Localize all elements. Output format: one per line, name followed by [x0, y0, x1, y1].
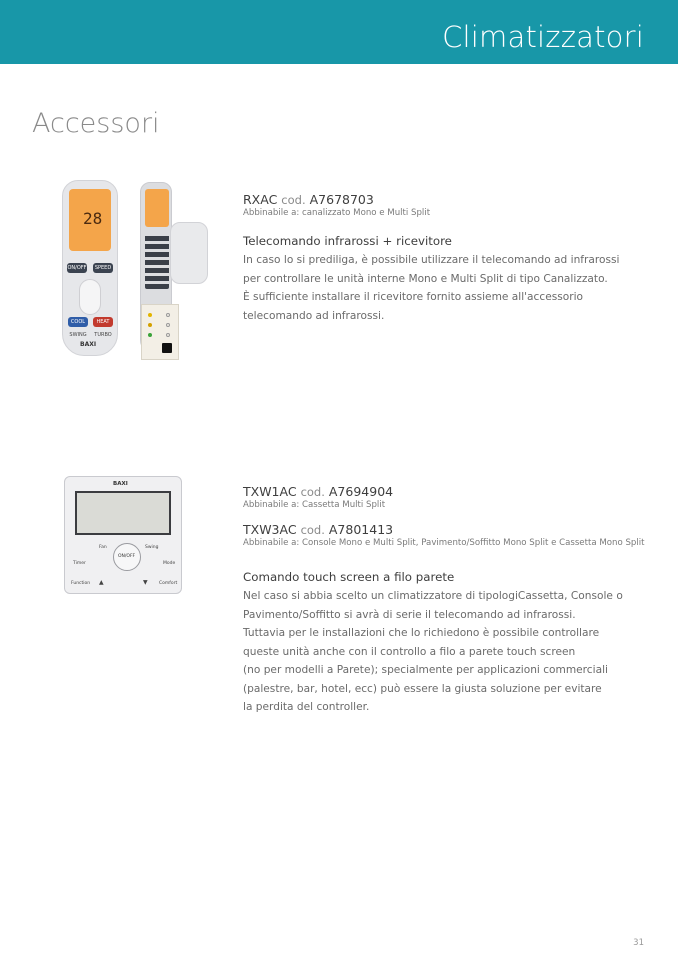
product-code: A7801413 [328, 522, 394, 537]
wall-onoff-label: ON/OFF [118, 554, 136, 559]
wall-controller-screen [75, 491, 171, 535]
description-line: Tuttavia per le installazioni che lo richiedono è possibile controllare [243, 627, 600, 639]
page-number: 31 [633, 938, 644, 948]
product-rxac [243, 192, 653, 325]
description-line: In caso lo si prediliga, è possibile utilizzare il telecomando ad infrarossi [243, 254, 620, 266]
product-model: TXW3AC [243, 522, 297, 537]
wall-down-arrow-icon: ▼ [143, 579, 148, 586]
receiver-led-icon [166, 333, 170, 337]
product-code-line [243, 522, 653, 538]
wall-swing-button: Swing [145, 545, 159, 550]
description-line: È sufficiente installare il ricevitore fornito assieme all'accessorio [243, 291, 584, 303]
description-line: telecomando ad infrarossi. [243, 309, 385, 322]
header-banner [0, 0, 678, 64]
product-code-line [243, 192, 653, 208]
product-cod-label: cod. [300, 523, 325, 537]
receiver-led-icon [166, 323, 170, 327]
product-code-line [243, 484, 653, 500]
product-txwac [243, 484, 653, 717]
header-title: Climatizzatori [442, 20, 644, 54]
product-code: A7678703 [309, 192, 374, 207]
remote-swing-button: SWING [69, 332, 87, 338]
description-line: Pavimento/Soffitto si avrà di serie il telecomando ad infrarossi. [243, 608, 576, 621]
wall-onoff-button [113, 543, 141, 571]
product-model: RXAC [243, 192, 278, 207]
wall-controller-brand-logo: BAXI [113, 481, 128, 487]
product-compatibility: Abbinabile a: canalizzato Mono e Multi Split [243, 208, 431, 218]
ir-remote-illustration [62, 180, 118, 356]
product-description [243, 251, 653, 325]
product-compatibility: Abbinabile a: Console Mono e Multi Split, Pavimento/Soffitto Mono Split e Cassetta Mono Split [243, 538, 645, 548]
section-title: Accessori [32, 108, 160, 139]
receiver-led-icon [148, 313, 152, 317]
wall-controller-buttons [69, 541, 177, 589]
product-code: A7694904 [328, 484, 394, 499]
description-line: (no per modelli a Parete); specialmente per applicazioni commerciali [243, 664, 608, 676]
description-line: la perdita del controller. [243, 701, 370, 713]
ir-receiver-illustration [141, 304, 179, 360]
receiver-led-icon [148, 333, 152, 337]
description-line: Nel caso si abbia scelto un climatizzatore di tipologiCassetta, Console o [243, 590, 623, 602]
product-cod-label: cod. [300, 485, 325, 499]
wall-timer-button: Timer [73, 561, 86, 566]
product-compatibility: Abbinabile a: Cassetta Multi Split [243, 500, 386, 510]
wall-up-arrow-icon: ▲ [99, 579, 104, 586]
wall-controller-illustration [64, 476, 182, 594]
product-model: TXW1AC [243, 484, 297, 499]
wall-fan-button: Fan [99, 545, 107, 550]
description-line: per controllare le unità interne Mono e Multi Split di tipo Canalizzato. [243, 272, 608, 285]
product-title: Comando touch screen a filo parete [243, 570, 455, 584]
product-cod-label: cod. [281, 193, 306, 207]
wall-function-button: Function [71, 581, 91, 586]
remote-open-keypad [145, 233, 169, 289]
receiver-led-icon [148, 323, 152, 327]
remote-speed-button: SPEED [94, 265, 112, 271]
remote-open-display [145, 189, 169, 227]
remote-display-temperature: 28 [83, 209, 103, 228]
remote-turbo-button: TURBO [94, 332, 112, 338]
receiver-led-icon [166, 313, 170, 317]
description-line: (palestre, bar, hotel, ecc) può essere la giusta soluzione per evitare [243, 682, 602, 695]
description-line: queste unità anche con il controllo a filo a parete touch screen [243, 645, 576, 658]
wall-comfort-button: Comfort [159, 581, 178, 586]
remote-onoff-button: ON/OFF [67, 265, 87, 271]
remote-brand-logo: BAXI [80, 341, 97, 348]
remote-nav-pad [79, 279, 101, 315]
remote-display [69, 189, 111, 251]
remote-heat-button: HEAT [93, 317, 113, 327]
remote-cover-illustration [170, 222, 208, 284]
remote-cool-button: COOL [68, 317, 88, 327]
wall-mode-button: Mode [163, 561, 176, 566]
receiver-sensor [162, 343, 172, 353]
product-description [243, 587, 653, 717]
product-title: Telecomando infrarossi + ricevitore [243, 234, 452, 248]
